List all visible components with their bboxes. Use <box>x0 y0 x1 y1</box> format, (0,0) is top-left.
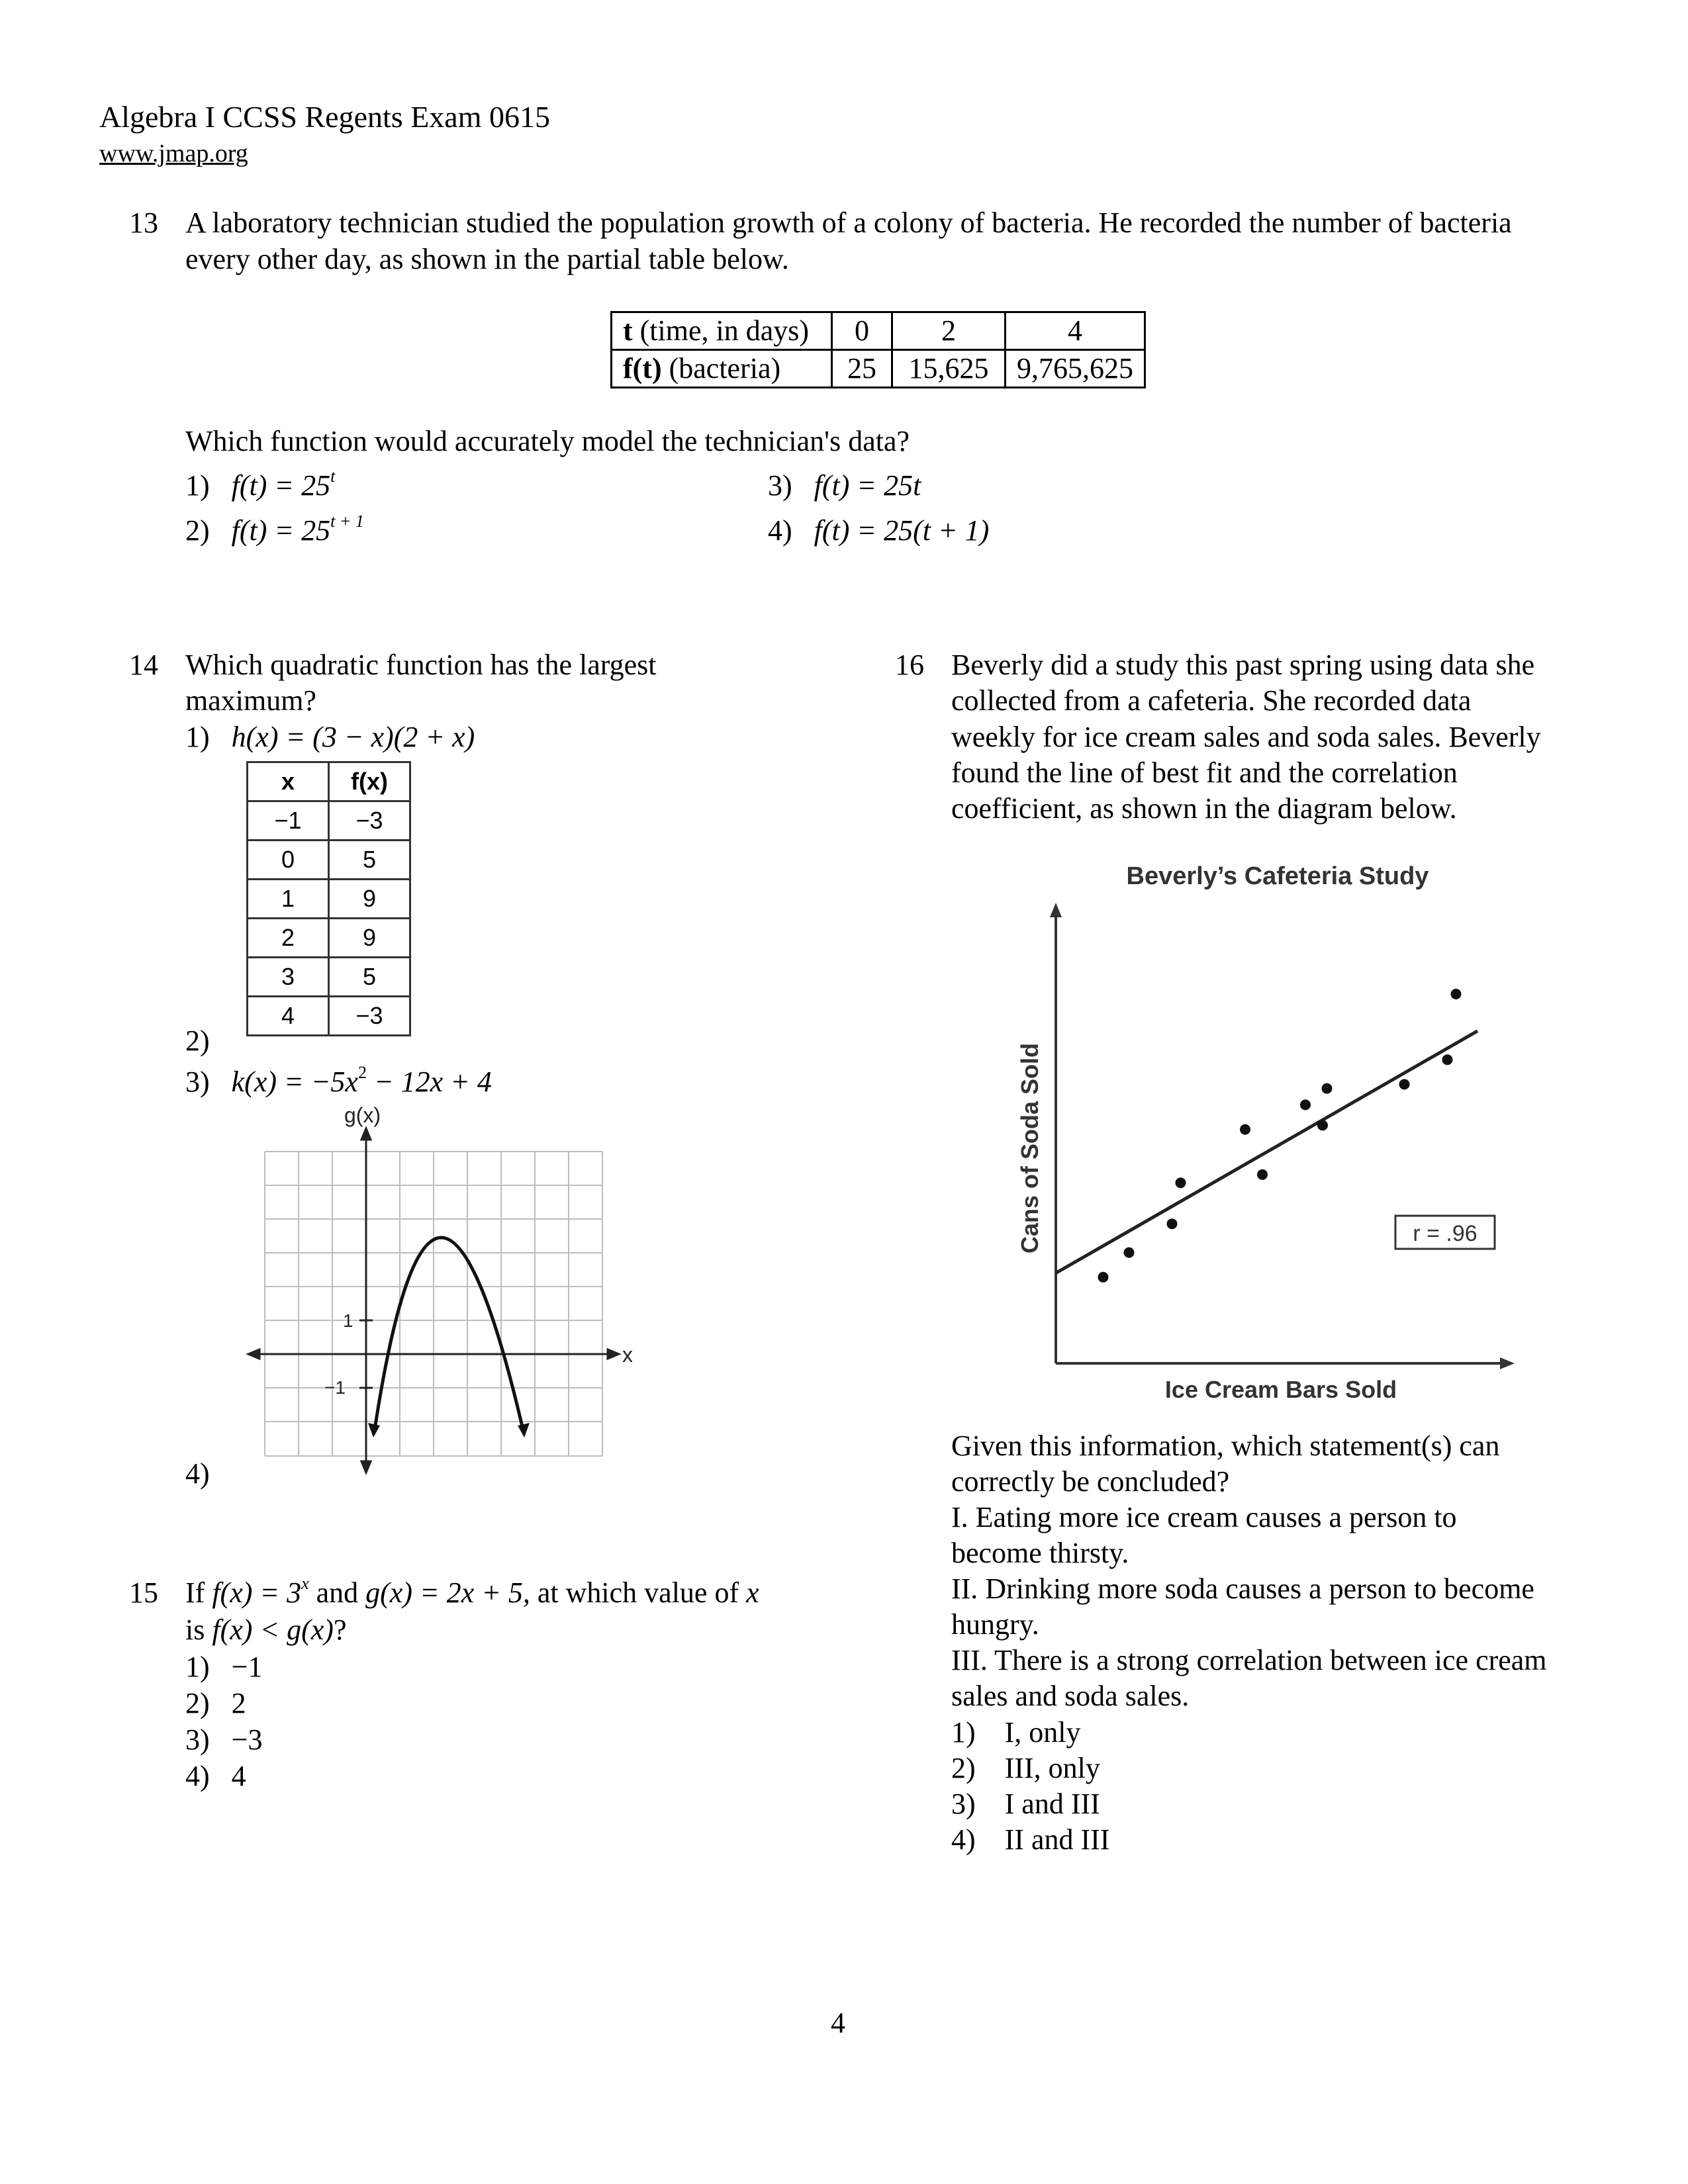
curve-arrowhead-right <box>518 1423 530 1437</box>
data-point <box>1300 1099 1311 1110</box>
q14-stem-line2: maximum? <box>185 684 316 717</box>
data-point <box>1240 1124 1250 1135</box>
table-header: f(x) <box>329 762 410 801</box>
table-row <box>248 762 410 801</box>
q16-stem-line: coefficient, as shown in the diagram below. <box>951 792 1457 825</box>
q16-after-line: hungry. <box>951 1608 1039 1641</box>
data-point <box>1442 1054 1453 1065</box>
q13-stem-line1: A laboratory technician studied the population growth of a colony of bacteria. He recorded the number of bacteria <box>185 206 1512 239</box>
table-cell: 9 <box>329 880 410 919</box>
data-point <box>1399 1079 1410 1089</box>
page-number: 4 <box>831 2007 845 2039</box>
table-cell: 1 <box>248 880 329 919</box>
q16-after-line: correctly be concluded? <box>951 1465 1230 1498</box>
q16-stem-line: Beverly did a study this past spring using data she <box>951 649 1535 681</box>
q16-stem-line: collected from a cafeteria. She recorded data <box>951 684 1472 717</box>
data-point <box>1098 1272 1109 1283</box>
data-point <box>1124 1248 1135 1258</box>
q14-number: 14 <box>129 649 158 681</box>
q14-choice-4[interactable]: 4) <box>185 1457 210 1490</box>
table-cell: 2 <box>248 919 329 958</box>
q13-number: 13 <box>129 206 158 239</box>
table-row <box>248 841 410 880</box>
table-cell: 4 <box>1006 312 1145 350</box>
q15-choice-3[interactable]: 3) −3 <box>185 1723 263 1756</box>
q16-after-line: Given this information, which statement(s) can <box>951 1430 1500 1462</box>
q14-stem-line1: Which quadratic function has the largest <box>185 649 657 681</box>
q16-statement-I: I. Eating more ice cream causes a person to <box>951 1501 1457 1533</box>
table-cell: 0 <box>832 312 892 350</box>
table-cell: 0 <box>248 841 329 880</box>
data-point <box>1451 989 1462 999</box>
q15-choice-2[interactable]: 2) 2 <box>185 1687 246 1719</box>
y-axis-label: g(x) <box>344 1103 381 1127</box>
scatter-chart <box>1006 847 1523 1403</box>
q13-stem-line2: every other day, as shown in the partial table below. <box>185 243 789 275</box>
q13-row-time <box>612 312 1145 350</box>
x-axis-title: Ice Cream Bars Sold <box>1164 1376 1397 1403</box>
q15-number: 15 <box>129 1576 158 1609</box>
exam-title: Algebra I CCSS Regents Exam 0615 <box>99 100 550 134</box>
table-header: x <box>248 762 329 801</box>
q13-data-table <box>610 311 1146 388</box>
table-row <box>248 919 410 958</box>
table-cell: 5 <box>329 841 410 880</box>
table-cell: 2 <box>892 312 1006 350</box>
graph-grid <box>265 1152 602 1456</box>
q14-choice-3[interactable]: 3) $k(x) = -5x^2 - 12x + 4$ <box>185 1063 492 1098</box>
table-cell: 5 <box>329 958 410 997</box>
table-row <box>248 997 410 1036</box>
table-cell: −3 <box>329 801 410 841</box>
table-cell: 9 <box>329 919 410 958</box>
q13-choice-1[interactable]: 1) $f(t) = 25^t$ <box>185 467 336 502</box>
q16-choice-1[interactable]: 1) I, only <box>951 1716 1081 1749</box>
data-point <box>1257 1169 1268 1180</box>
q15-choice-1[interactable]: 1) −1 <box>185 1651 263 1683</box>
q16-choice-4[interactable]: 4) II and III <box>951 1823 1110 1856</box>
website-link[interactable]: www.jmap.org <box>99 140 248 167</box>
table-cell: 25 <box>832 350 892 388</box>
data-point <box>1322 1083 1333 1094</box>
q16-after-line: become thirsty. <box>951 1537 1129 1569</box>
table-cell: −1 <box>248 801 329 841</box>
q16-number: 16 <box>895 649 924 681</box>
table-cell: 9,765,625 <box>1006 350 1145 388</box>
q13-row-label: t (time, in days) <box>612 312 832 350</box>
r-value-annotation: r = .96 <box>1413 1221 1477 1246</box>
q14-choice2-table <box>246 761 411 1036</box>
q14-choice-2[interactable]: 2) <box>185 1024 210 1057</box>
x-axis-arrow <box>1500 1357 1515 1369</box>
q13-choice-3[interactable]: 3) f(t) = 25t <box>768 469 921 502</box>
q16-stem-line: weekly for ice cream sales and soda sales. Beverly <box>951 721 1541 753</box>
q16-statement-II: II. Drinking more soda causes a person to become <box>951 1572 1534 1605</box>
q14-choice4-graph <box>238 1099 649 1482</box>
table-row <box>248 801 410 841</box>
q13-row-label: f(t) (bacteria) <box>612 350 832 388</box>
table-row <box>248 958 410 997</box>
y-axis-title: Cans of Soda Sold <box>1016 1042 1043 1254</box>
chart-title: Beverly’s Cafeteria Study <box>1126 862 1429 890</box>
q16-after-line: sales and soda sales. <box>951 1680 1190 1712</box>
table-row <box>248 880 410 919</box>
q15-choice-4[interactable]: 4) 4 <box>185 1760 246 1792</box>
tick-label-negative: −1 <box>324 1377 346 1398</box>
q13-question: Which function would accurately model the technician's data? <box>185 425 910 457</box>
x-axis-label: x <box>622 1343 633 1367</box>
q16-choice-2[interactable]: 2) III, only <box>951 1752 1100 1784</box>
q13-choice-2[interactable]: 2) $f(t) = 25^{t + 1}$ <box>185 512 364 547</box>
data-point <box>1167 1218 1178 1229</box>
q16-choice-3[interactable]: 3) I and III <box>951 1788 1100 1820</box>
q15-stem-line1: If $f(x) = 3^x$ and g(x) = 2x + 5, at which value of x <box>185 1574 759 1609</box>
q16-statement-III: III. There is a strong correlation between ice cream <box>951 1644 1547 1676</box>
table-cell: −3 <box>329 997 410 1036</box>
table-cell: 3 <box>248 958 329 997</box>
y-axis-arrow <box>1050 903 1062 917</box>
table-cell: 4 <box>248 997 329 1036</box>
tick-label-positive: 1 <box>343 1310 353 1331</box>
q15-stem-line2: is f(x) < g(x)? <box>185 1614 347 1646</box>
q14-choice-1[interactable]: 1) h(x) = (3 − x)(2 + x) <box>185 721 475 753</box>
q16-stem-line: found the line of best fit and the correlation <box>951 756 1458 789</box>
data-point <box>1317 1120 1328 1130</box>
q13-choice-4[interactable]: 4) f(t) = 25(t + 1) <box>768 514 990 547</box>
q13-row-bacteria <box>612 350 1145 388</box>
data-point <box>1176 1177 1186 1188</box>
table-cell: 15,625 <box>892 350 1006 388</box>
curve-arrowhead-left <box>368 1423 380 1437</box>
